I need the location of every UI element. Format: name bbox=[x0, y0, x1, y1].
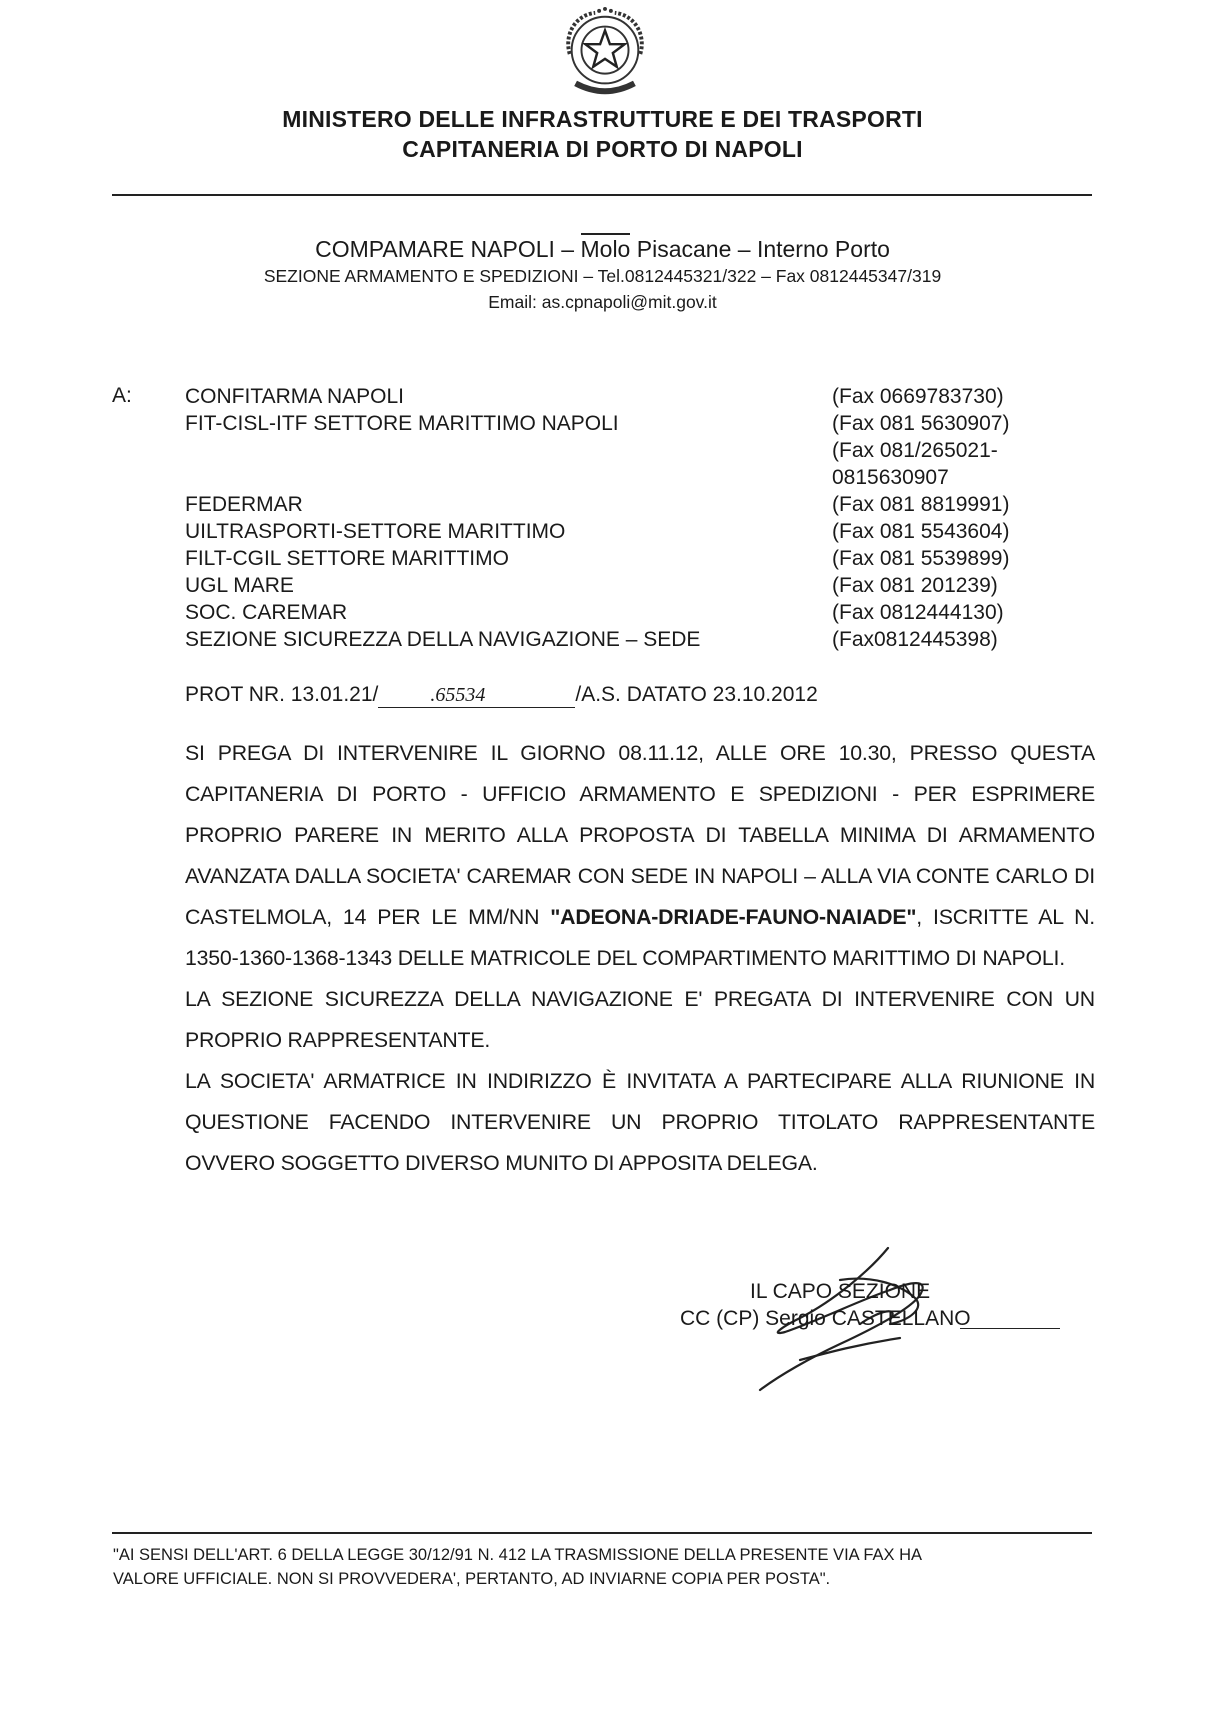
fax-item: (Fax0812445398) bbox=[832, 628, 998, 651]
ministry-title: MINISTERO DELLE INFRASTRUTTURE E DEI TRASPORTI bbox=[282, 106, 923, 132]
fax-list bbox=[832, 383, 1009, 653]
addressee-label: A: bbox=[112, 384, 132, 407]
recipient-item: SEZIONE SICUREZZA DELLA NAVIGAZIONE – SEDE bbox=[185, 628, 701, 651]
fax-legal-note bbox=[113, 1543, 1093, 1591]
recipient-item: UILTRASPORTI-SETTORE MARITTIMO bbox=[185, 520, 566, 543]
body-paragraph bbox=[185, 733, 1095, 979]
signatory-title: IL CAPO SEZIONE bbox=[750, 1280, 931, 1303]
protocol-line bbox=[185, 683, 818, 708]
fax-item: (Fax 081 5543604) bbox=[832, 520, 1010, 543]
protocol-suffix: /A.S. DATATO 23.10.2012 bbox=[575, 683, 818, 706]
fax-item: (Fax 081 201239) bbox=[832, 574, 998, 597]
footnote-line: VALORE UFFICIALE. NON SI PROVVEDERA', PERTANTO, AD INVIARNE COPIA PER POSTA". bbox=[113, 1570, 831, 1588]
recipient-item: FEDERMAR bbox=[185, 493, 303, 516]
fax-item: (Fax 081 5539899) bbox=[832, 547, 1010, 570]
signatory-name: CC (CP) Sergio CASTELLANO bbox=[680, 1307, 971, 1330]
office-name-molo: Molo bbox=[581, 233, 631, 262]
recipient-item: SOC. CAREMAR bbox=[185, 601, 348, 624]
protocol-prefix: PROT NR. 13.01.21/ bbox=[185, 683, 379, 706]
section-contacts: SEZIONE ARMAMENTO E SPEDIZIONI – Tel.0812445321/322 – Fax 0812445347/319 bbox=[263, 266, 942, 286]
section-email: Email: as.cpnapoli@mit.gov.it bbox=[488, 292, 717, 312]
recipient-item: FILT-CGIL SETTORE MARITTIMO bbox=[185, 547, 509, 570]
footnote-line: "AI SENSI DELL'ART. 6 DELLA LEGGE 30/12/91 N. 412 LA TRASMISSIONE DELLA PRESENTE VIA FAX HA bbox=[113, 1546, 923, 1564]
header-divider bbox=[112, 194, 1092, 196]
office-name-part1: COMPAMARE NAPOLI – bbox=[315, 236, 575, 262]
body-paragraph: LA SOCIETA' ARMATRICE IN INDIRIZZO È INVITATA A PARTECIPARE ALLA RIUNIONE IN QUESTIONE FACENDO INTERVENIRE UN PROPRIO TITOLATO RAPPRESENTANTE OVVERO SOGGETTO DIVERSO MUNITO DI APPOSITA DELEGA. bbox=[185, 1069, 1095, 1175]
recipient-item: FIT-CISL-ITF SETTORE MARITTIMO NAPOLI bbox=[185, 412, 619, 435]
fax-item: (Fax 0812444130) bbox=[832, 601, 1004, 624]
fax-item: (Fax 0669783730) bbox=[832, 385, 1004, 408]
fax-item: (Fax 081/265021- bbox=[832, 439, 998, 462]
body-text-segment: SI PREGA DI INTERVENIRE IL GIORNO 08.11.12, ALLE ORE 10.30, PRESSO QUESTA CAPITANERIA DI PORTO - UFFICIO ARMAMENTO E SPEDIZIONI - PER ESPRIMERE PROPRIO PARERE IN MERITO ALLA PROPOSTA DI TABELLA MINIMA DI ARMAMENTO AVANZATA DALLA SOCIETA' CAREMAR CON SEDE IN NAPOLI – ALLA VIA CONTE CARLO DI CASTELMOLA, 14 PER LE MM/NN bbox=[185, 741, 1095, 929]
body-paragraph: LA SEZIONE SICUREZZA DELLA NAVIGAZIONE E' PREGATA DI INTERVENIRE CON UN PROPRIO RAPPRESENTANTE. bbox=[185, 987, 1095, 1052]
ship-names: "ADEONA-DRIADE-FAUNO-NAIADE" bbox=[550, 905, 917, 929]
fax-item: 0815630907 bbox=[832, 466, 949, 489]
fax-item: (Fax 081 8819991) bbox=[832, 493, 1010, 516]
body-text-segment: , ISCRITTE AL N. 1350-1360-1368-1343 DELLE MATRICOLE DEL COMPARTIMENTO MARITTIMO DI NAPOLI. bbox=[185, 905, 1095, 970]
protocol-blank bbox=[378, 683, 430, 708]
footer-divider bbox=[112, 1532, 1092, 1534]
letter-body bbox=[185, 733, 1095, 1184]
protocol-number: .65534 bbox=[430, 684, 575, 708]
office-name-part2: Pisacane – Interno Porto bbox=[636, 236, 890, 262]
authority-title: CAPITANERIA DI PORTO DI NAPOLI bbox=[402, 136, 803, 162]
recipient-item: CONFITARMA NAPOLI bbox=[185, 385, 404, 408]
signature-underline bbox=[960, 1328, 1060, 1329]
signature-block bbox=[680, 1278, 971, 1332]
recipient-item: UGL MARE bbox=[185, 574, 294, 597]
republic-emblem-icon bbox=[556, 4, 654, 104]
fax-item: (Fax 081 5630907) bbox=[832, 412, 1010, 435]
office-address bbox=[0, 236, 1205, 263]
recipient-list bbox=[185, 383, 700, 653]
